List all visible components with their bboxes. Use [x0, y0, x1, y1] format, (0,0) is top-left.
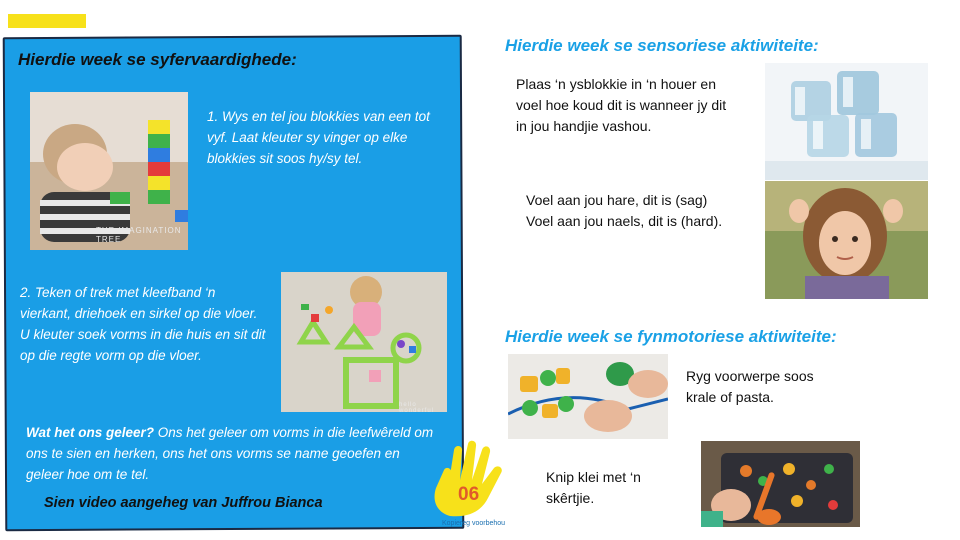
photo-girl-hair [765, 181, 928, 299]
learned-text: Ons het geleer om vorms in die leefwêreld om ons te sien en herken, ons het ons vorms se name geoefen en geleer hoe om te tel. [26, 425, 434, 482]
hand-icon [430, 440, 520, 520]
fine-motor-text-1: Ryg voorwerpe soos krale of pasta. [686, 368, 814, 405]
logo-caption: Kopiereg voorbehou [442, 520, 506, 527]
learned-paragraph [26, 422, 438, 485]
photo-ice-cubes [765, 63, 928, 180]
video-note: Sien video aangeheg van Juffrou Bianca [44, 495, 323, 511]
numeracy-item-2: 2. Teken of trek met kleefband ‘n vierkant, driehoek en sirkel op die vloer. U kleuter soek vorms in die huis en sit dit op die regte vorm op die vloer. [20, 285, 266, 363]
sensory-heading: Hierdie week se sensoriese aktiwiteite: [505, 36, 819, 55]
photo-watermark: hello wonderful [399, 402, 435, 412]
photo-beads [508, 354, 668, 439]
sensory-text-2 [526, 190, 726, 232]
sensory-nails-text: Voel aan jou naels, dit is (hard). [526, 213, 723, 229]
photo-child-blocks [30, 92, 188, 250]
sensory-text-1: Plaas ‘n ysblokkie in ‘n houer en voel hoe koud dit is wanneer jy dit in jou handjie vashou. [516, 76, 727, 134]
numeracy-title: Hierdie week se syfervaardighede: [18, 50, 297, 69]
fine-motor-text-2: Knip klei met ‘n skêrtjie. [546, 469, 641, 506]
fine-motor-heading: Hierdie week se fynmotoriese aktiwiteite: [505, 327, 837, 346]
sensory-hair-text: Voel aan jou hare, dit is (sag) [526, 192, 708, 208]
photo-clay-scissors [701, 441, 860, 527]
decorative-yellow-bar [8, 14, 86, 28]
logo-number: 06 [458, 484, 480, 505]
numeracy-item-1: 1. Wys en tel jou blokkies van een tot vyf. Laat kleuter sy vinger op elke blokkies sit soos hy/sy tel. [207, 109, 430, 166]
hand-logo [430, 440, 520, 536]
photo-watermark: THE IMAGINATION TREE [96, 226, 182, 244]
learned-label: Wat het ons geleer? [26, 425, 155, 440]
photo-shapes-floor [281, 272, 447, 412]
